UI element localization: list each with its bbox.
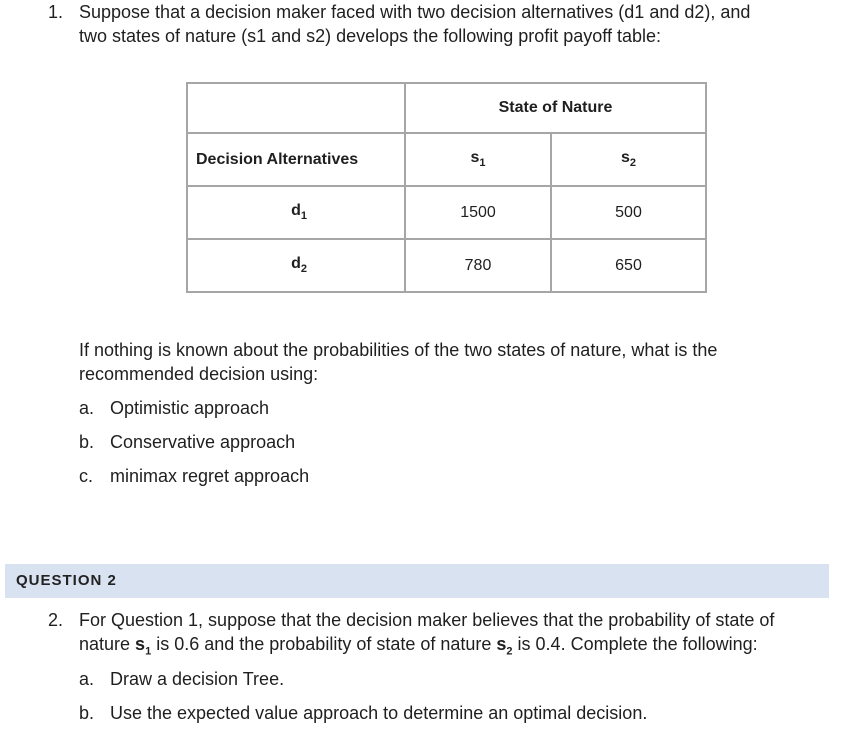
question-2-number: 2. xyxy=(48,610,64,630)
list-item: c. minimax regret approach xyxy=(79,466,310,486)
d2-s2-value: 650 xyxy=(551,239,706,292)
list-item: b. Conservative approach xyxy=(79,432,296,452)
probability-paragraph xyxy=(79,338,799,386)
table-subheader-row xyxy=(187,133,706,186)
table-header-row xyxy=(187,83,706,133)
list-item: a. Draw a decision Tree. xyxy=(79,669,285,689)
d2-s1-value: 780 xyxy=(405,239,551,292)
question-2-header-bar xyxy=(5,564,829,598)
s1-header: $s_1$ xyxy=(405,133,551,186)
question-1-number: 1. xyxy=(48,2,64,22)
d2-label: $d_2$ xyxy=(187,239,405,292)
question-1-options xyxy=(79,396,309,498)
d1-s2-value: 500 xyxy=(551,186,706,239)
table-row xyxy=(187,186,706,239)
question-2 xyxy=(48,608,838,664)
question-1-line-1: Suppose that a decision maker faced with two decision alternatives (d1 and d2), and xyxy=(79,2,751,22)
table-corner-cell xyxy=(187,83,405,133)
question-2-options xyxy=(79,667,647,735)
paragraph-line-1: If nothing is known about the probabilities of the two states of nature, what is the xyxy=(79,340,718,360)
question-1-line-2: two states of nature (s1 and s2) develops the following profit payoff table: xyxy=(79,26,662,46)
question-2-line-2: nature $s_1$ is 0.6 and the probability of state of nature $s_2$ is 0.4. Complete the following: xyxy=(79,634,758,658)
payoff-table xyxy=(186,82,707,293)
d1-s1-value: 1500 xyxy=(405,186,551,239)
table-row xyxy=(187,239,706,292)
list-item: a. Optimistic approach xyxy=(79,398,270,418)
d1-label: $d_1$ xyxy=(187,186,405,239)
question-2-header: QUESTION 2 xyxy=(16,572,117,589)
decision-alternatives-header: Decision Alternatives xyxy=(187,133,405,186)
s2-header: $s_2$ xyxy=(551,133,706,186)
list-item: b. Use the expected value approach to determine an optimal decision. xyxy=(79,703,648,723)
paragraph-line-2: recommended decision using: xyxy=(79,364,319,384)
state-of-nature-header: State of Nature xyxy=(405,83,706,133)
question-1 xyxy=(48,0,838,48)
question-2-line-1: For Question 1, suppose that the decision maker believes that the probability of state of xyxy=(79,610,775,630)
